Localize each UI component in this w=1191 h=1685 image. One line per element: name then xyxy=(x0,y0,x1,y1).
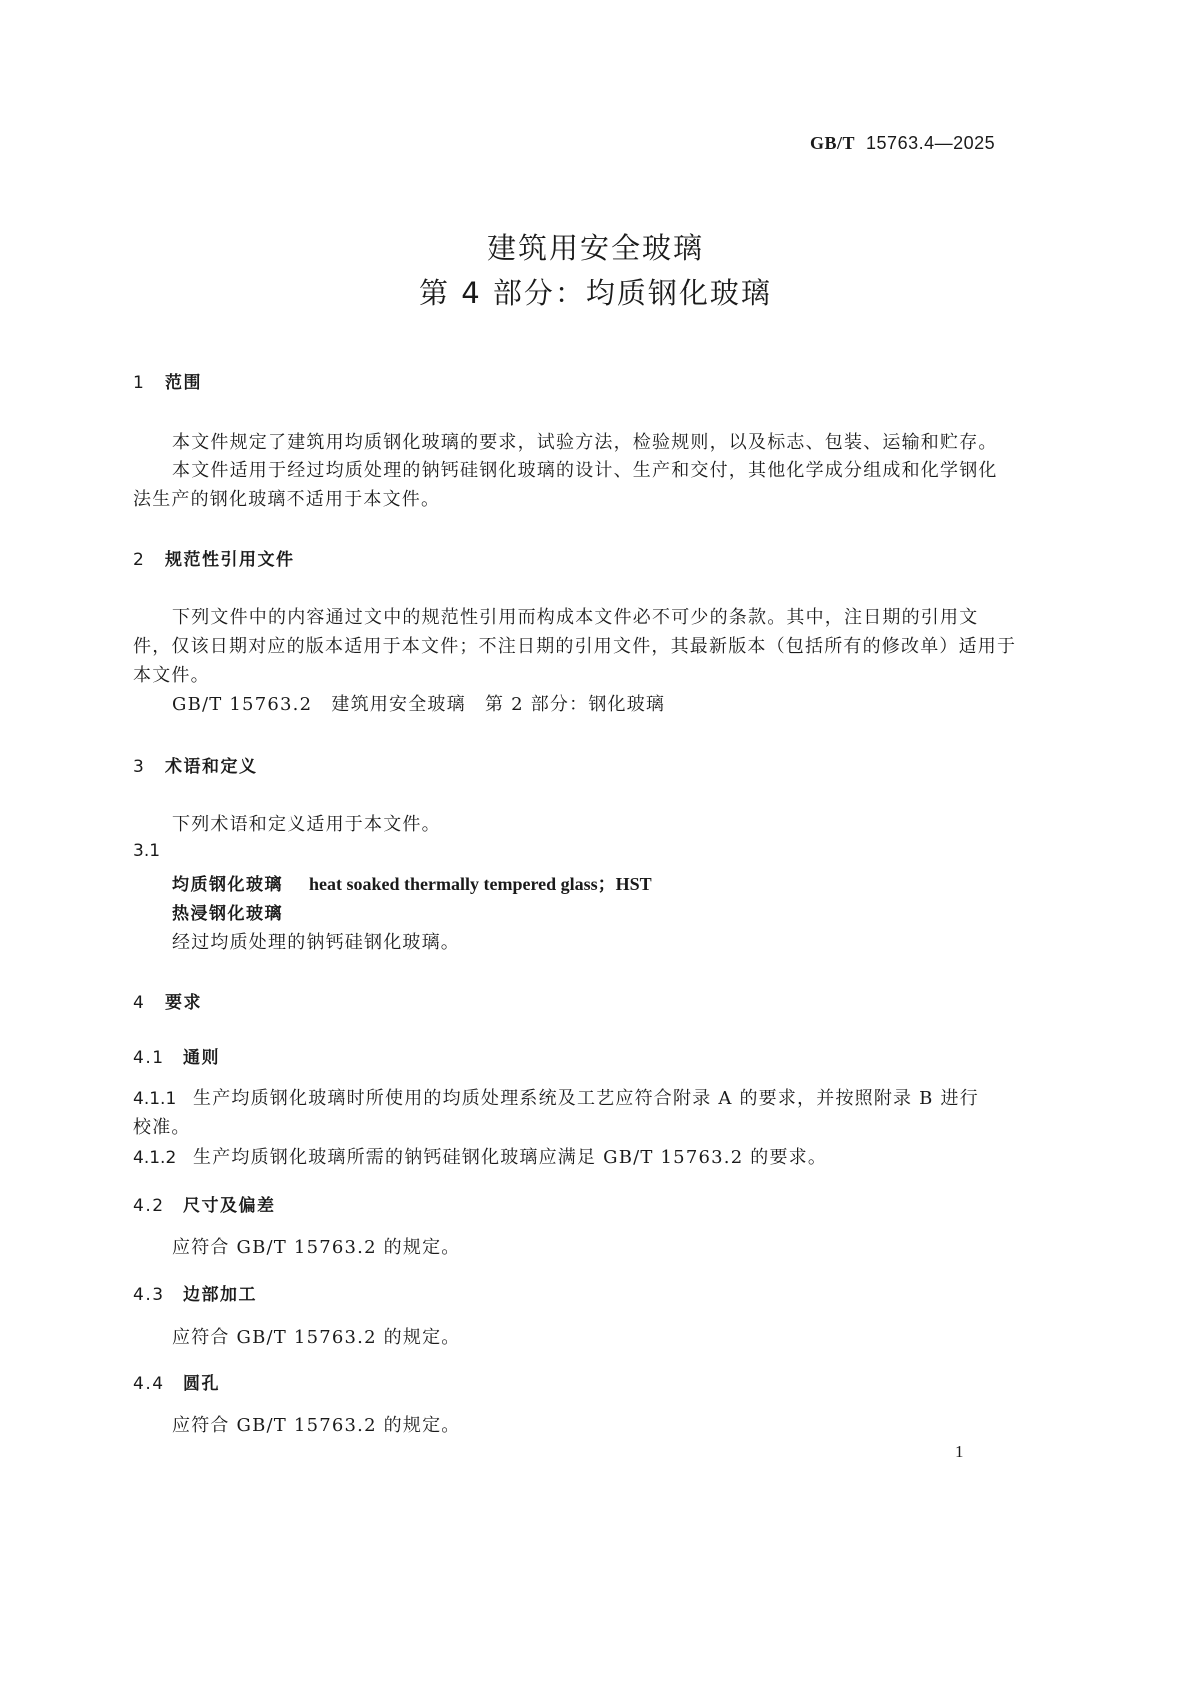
section-1-heading xyxy=(133,368,202,393)
clause-4-1-2 xyxy=(133,1143,827,1169)
section-number: 4 xyxy=(133,993,146,1013)
page-number: 1 xyxy=(955,1442,964,1461)
section-title: 范围 xyxy=(165,373,202,393)
section-number: 1 xyxy=(133,373,146,393)
paragraph: 下列术语和定义适用于本文件。 xyxy=(172,814,441,835)
section-2-heading xyxy=(133,545,295,570)
section-title: 术语和定义 xyxy=(165,757,258,777)
paragraph: 本文件适用于经过均质处理的钠钙硅钢化玻璃的设计、生产和交付，其他化学成分组成和化学钢化 xyxy=(172,460,998,481)
clause-text: 生产均质钢化玻璃时所使用的均质处理系统及工艺应符合附录 A 的要求，并按照附录 B 进行 xyxy=(193,1088,979,1109)
normative-reference: GB/T 15763.2 建筑用安全玻璃 第 2 部分：钢化玻璃 xyxy=(172,694,666,715)
section-3-heading xyxy=(133,752,258,777)
clause-number: 4.1.1 xyxy=(133,1089,177,1109)
paragraph: 应符合 GB/T 15763.2 的规定。 xyxy=(172,1237,461,1258)
clause-text: 生产均质钢化玻璃所需的钠钙硅钢化玻璃应满足 GB/T 15763.2 的要求。 xyxy=(193,1147,828,1168)
standard-code-prefix: GB/T xyxy=(810,133,856,153)
section-number: 2 xyxy=(133,550,146,570)
term-english: heat soaked thermally tempered glass；HST xyxy=(309,874,652,894)
section-number: 3 xyxy=(133,757,146,777)
subsection-title: 尺寸及偏差 xyxy=(183,1196,276,1216)
paragraph: 本文件规定了建筑用均质钢化玻璃的要求，试验方法，检验规则，以及标志、包装、运输和贮存。 xyxy=(172,432,998,453)
standard-code-number: 15763.4—2025 xyxy=(866,133,996,153)
paragraph: 下列文件中的内容通过文中的规范性引用而构成本文件必不可少的条款。其中，注日期的引用文 xyxy=(172,607,979,628)
paragraph: 应符合 GB/T 15763.2 的规定。 xyxy=(172,1327,461,1348)
paragraph: 本文件。 xyxy=(133,665,210,686)
subsection-4-3-heading xyxy=(133,1280,257,1305)
clause-4-1-1 xyxy=(133,1084,979,1110)
term-admitted: 热浸钢化玻璃 xyxy=(172,904,283,924)
paragraph: 应符合 GB/T 15763.2 的规定。 xyxy=(172,1415,461,1436)
document-title-line1: 建筑用安全玻璃 xyxy=(486,231,704,265)
section-4-heading xyxy=(133,988,202,1013)
section-title: 规范性引用文件 xyxy=(165,550,295,570)
term-chinese: 均质钢化玻璃 xyxy=(172,875,283,895)
subsection-title: 边部加工 xyxy=(183,1285,257,1305)
clause-text: 校准。 xyxy=(133,1117,191,1138)
document-title-line2: 第 4 部分：均质钢化玻璃 xyxy=(419,276,772,310)
paragraph: 法生产的钢化玻璃不适用于本文件。 xyxy=(133,489,441,510)
subsection-number: 4.1 xyxy=(133,1048,165,1068)
subsection-title: 圆孔 xyxy=(183,1374,220,1394)
term-number: 3.1 xyxy=(133,841,161,861)
subsection-number: 4.4 xyxy=(133,1374,165,1394)
subsection-4-1-heading xyxy=(133,1043,220,1068)
standard-code xyxy=(810,133,995,154)
subsection-number: 4.3 xyxy=(133,1285,165,1305)
subsection-title: 通则 xyxy=(183,1048,220,1068)
section-title: 要求 xyxy=(165,993,202,1013)
subsection-4-4-heading xyxy=(133,1369,220,1394)
term-entry xyxy=(172,870,652,896)
paragraph: 件，仅该日期对应的版本适用于本文件；不注日期的引用文件，其最新版本（包括所有的修改单）适用于 xyxy=(133,636,1017,657)
subsection-number: 4.2 xyxy=(133,1196,165,1216)
subsection-4-2-heading xyxy=(133,1191,276,1216)
clause-number: 4.1.2 xyxy=(133,1148,177,1168)
term-definition: 经过均质处理的钠钙硅钢化玻璃。 xyxy=(172,932,460,953)
